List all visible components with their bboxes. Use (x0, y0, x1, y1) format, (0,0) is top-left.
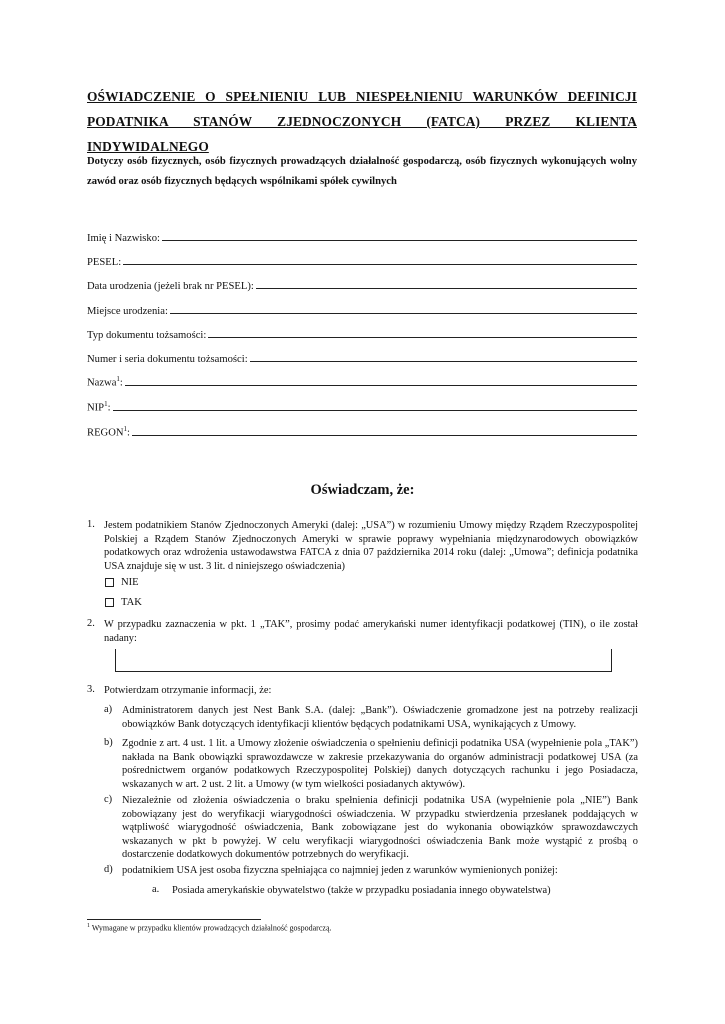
fill-line[interactable] (250, 351, 637, 362)
field-birth-date[interactable] (87, 276, 637, 292)
item-2-text: W przypadku zaznaczenia w pkt. 1 „TAK”, prosimy podać amerykański numer identyfikacji podatkowej (TIN), o ile został nadany: (104, 619, 638, 644)
footnote-ref: 1 (104, 400, 108, 409)
item-3-text: Potwierdzam otrzymanie informacji, że: (104, 685, 272, 696)
checkbox-no[interactable] (105, 578, 114, 587)
field-label-colon: : (107, 403, 111, 414)
item-number: 3. (87, 684, 95, 695)
footnote-number: 1 (87, 923, 90, 929)
field-label (87, 400, 113, 414)
field-label-text: REGON (87, 428, 124, 439)
subitem-letter: d) (104, 864, 113, 875)
footnote-ref: 1 (116, 375, 120, 384)
field-label-colon: : (119, 378, 123, 389)
fill-line[interactable] (256, 278, 637, 289)
item-number: 2. (87, 618, 95, 629)
option-no[interactable] (104, 577, 139, 588)
field-label: Typ dokumentu tożsamości: (87, 330, 207, 341)
fill-line[interactable] (125, 375, 637, 386)
field-birth-place[interactable] (87, 301, 637, 317)
item-number: 1. (87, 519, 95, 530)
tin-input-box[interactable] (115, 649, 612, 672)
fill-line[interactable] (208, 327, 637, 338)
subitem-letter: b) (104, 737, 113, 748)
field-label-text: NIP (87, 403, 105, 414)
field-label: PESEL: (87, 257, 122, 268)
fill-line[interactable] (132, 425, 637, 436)
field-label: Numer i seria dokumentu tożsamości: (87, 354, 248, 365)
field-label (87, 375, 125, 389)
footnote-divider (87, 919, 261, 920)
checkbox-yes[interactable] (105, 598, 114, 607)
field-label: Miejsce urodzenia: (87, 306, 168, 317)
field-id-doc-type[interactable] (87, 325, 637, 341)
field-label-text: Nazwa (87, 378, 117, 389)
subitem-d-a-text: Posiada amerykańskie obywatelstwo (także w przypadku posiadania innego obywatelstwa) (172, 885, 551, 896)
field-full-name[interactable] (87, 228, 637, 244)
option-yes[interactable] (104, 597, 142, 608)
footnote-text: Wymagane w przypadku klientów prowadzących działalność gospodarczą. (90, 923, 332, 933)
subsubitem-letter: a. (152, 884, 160, 895)
field-id-doc-number[interactable] (87, 349, 637, 365)
subitem-b-text: Zgodnie z art. 4 ust. 1 lit. a Umowy złożenie oświadczenia o spełnieniu definicji podatnika USA (wypełnienie pola „TAK”) nakłada na Bank obowiązki sprawozdawcze w zakresie przekazywania do organów administracji podatkowej USA (za pośrednictwem organów podatkowych Rzeczypospolitej Polskiej) danych dotyczących rachunku i jego Posiadacza, wskazanych w art. 2 ust. 2 lit. a Umowy (w tym wielkości posiadanych aktywów). (122, 738, 638, 790)
subitem-letter: c) (104, 794, 113, 805)
item-1-text: Jestem podatnikiem Stanów Zjednoczonych Ameryki (dalej: „USA”) w rozumieniu Umowy między Rządem Rzeczypospolitej Polskiej a Rządem Stanów Zjednoczonych Ameryki w sprawie poprawy wypełniania międzynarodowych obowiązków podatkowych oraz wdrożenia ustawodawstwa FATCA z dnia 07 października 2014 roku (dalej: „Umowa”; definicja podatnika USA znajduje się w ust. 3 lit. d niniejszego oświadczenia) (104, 520, 638, 572)
fill-line[interactable] (170, 303, 637, 314)
subitem-c-text: Niezależnie od złożenia oświadczenia o braku spełnienia definicji podatnika USA (wypełnienie pola „NIE”) Bank zobowiązany jest do weryfikacji wiarygodności oświadczenia. W przypadku stwierdzenia przesłanek poddających w wątpliwość wiarygodność oświadczenia, Bank zobowiązane jest do wykonania obowiązków sprawozdawczych wskazanych w pkt b powyżej. W celu weryfikacji wiarygodności oświadczenia Bank może wystąpić z prośbą o dostarczenie dodatkowych dokumentów potrzebnych do weryfikacji. (122, 795, 638, 861)
field-regon[interactable] (87, 423, 637, 439)
footnote-ref: 1 (123, 425, 127, 434)
field-nip[interactable] (87, 398, 637, 414)
field-company-name[interactable] (87, 373, 637, 389)
subitem-a-text: Administratorem danych jest Nest Bank S.A. (dalej: „Bank”). Oświadczenie gromadzone jest na potrzeby realizacji obowiązków Bank dotyczących identyfikacji klientów będących podatnikami USA, wynikających z Umowy. (122, 705, 638, 730)
footnote (87, 923, 332, 933)
fill-line[interactable] (162, 230, 637, 241)
field-label: Imię i Nazwisko: (87, 233, 160, 244)
option-yes-label: TAK (121, 597, 142, 608)
document-subtitle: Dotyczy osób fizycznych, osób fizycznych prowadzących działalność gospodarczą, osób fizycznych wykonujących wolny zawód oraz osób fizycznych będących wspólnikami spółek cywilnych (87, 156, 637, 187)
field-pesel[interactable] (87, 252, 637, 268)
option-no-label: NIE (121, 577, 139, 588)
field-label: Data urodzenia (jeżeli brak nr PESEL): (87, 281, 254, 292)
fill-line[interactable] (123, 254, 637, 265)
declaration-heading: Oświadczam, że: (310, 482, 415, 498)
field-label (87, 425, 132, 439)
subitem-letter: a) (104, 704, 113, 715)
document-title: OŚWIADCZENIE O SPEŁNIENIU LUB NIESPEŁNIENIU WARUNKÓW DEFINICJI PODATNIKA STANÓW ZJEDNOCZONYCH (FATCA) PRZEZ KLIENTA INDYWIDALNEGO (87, 89, 637, 154)
subitem-d-text: podatnikiem USA jest osoba fizyczna spełniająca co najmniej jeden z warunków wymienionych poniżej: (122, 865, 558, 876)
field-label-colon: : (127, 428, 130, 439)
fill-line[interactable] (113, 400, 637, 411)
